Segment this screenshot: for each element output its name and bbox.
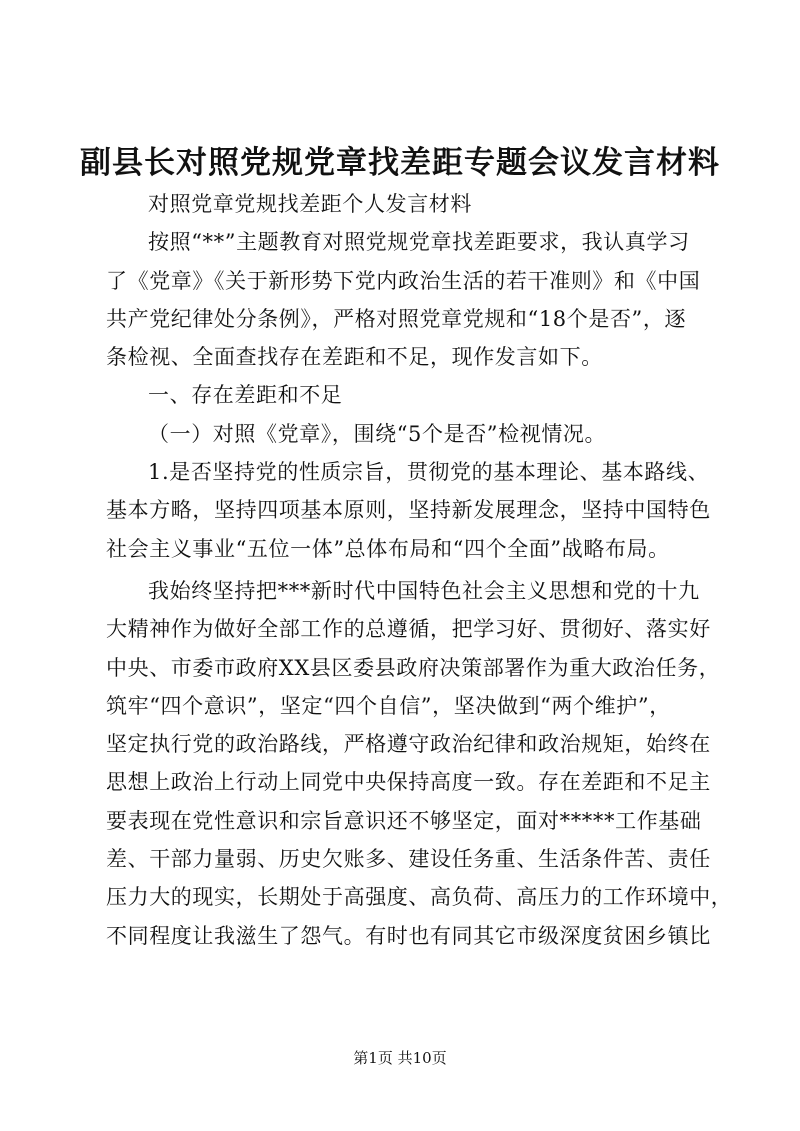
text-line: 要表现在党性意识和宗旨意识还不够坚定，面对*****工作基础 (106, 808, 702, 833)
text-line: 了《党章》《关于新形势下党内政治生活的若干准则》和《中国 (106, 268, 701, 293)
body-paragraph (106, 572, 733, 955)
section-heading: 一、存在差距和不足 (148, 383, 343, 408)
text-line: 1.是否坚持党的性质宗旨，贯彻党的基本理论、基本路线、 (148, 460, 710, 485)
text-line: 差、干部力量弱、历史欠账多、建设任务重、生活条件苦、责任 (106, 847, 711, 872)
text-line: 筑牢“四个意识”，坚定“四个自信”，坚决做到“两个维护”， (106, 693, 671, 718)
document-body (106, 185, 733, 955)
text-line: 按照“**”主题教育对照党规党章找差距要求，我认真学习 (148, 230, 690, 255)
intro-paragraph (106, 223, 716, 376)
text-line: 压力大的现实，长期处于高强度、高负荷、高压力的工作环境中， (106, 885, 733, 910)
text-line: 中央、市委市政府XX县区委县政府决策部署作为重大政治任务， (106, 655, 721, 680)
text-line: 思想上政治上行动上同党中央保持高度一致。存在差距和不足主 (106, 770, 711, 795)
text-line: 基本方略，坚持四项基本原则，坚持新发展理念，坚持中国特色 (106, 498, 711, 523)
text-line: 共产党纪律处分条例》，严格对照党章党规和“18个是否”，逐 (106, 306, 687, 331)
text-line: 社会主义事业“五位一体”总体布局和“四个全面”战略布局。 (106, 536, 670, 561)
subtitle: 对照党章党规找差距个人发言材料 (148, 192, 472, 216)
document-title: 副县长对照党规党章找差距专题会议发言材料 (80, 145, 720, 181)
subsection-heading: （一）对照《党章》，围绕“5个是否”检视情况。 (148, 421, 607, 446)
text-line: 我始终坚持把***新时代中国特色社会主义思想和党的十九 (148, 578, 700, 603)
text-line: 坚定执行党的政治路线，严格遵守政治纪律和政治规矩，始终在 (106, 732, 711, 757)
page-indicator: 第1页 共10页 (353, 1049, 447, 1067)
text-line: 条检视、全面查找存在差距和不足，现作发言如下。 (106, 345, 603, 370)
text-line: 不同程度让我滋生了怨气。有时也有同其它市级深度贫困乡镇比 (106, 923, 711, 948)
item-paragraph (106, 453, 716, 568)
text-line: 大精神作为做好全部工作的总遵循，把学习好、贯彻好、落实好 (106, 617, 711, 642)
